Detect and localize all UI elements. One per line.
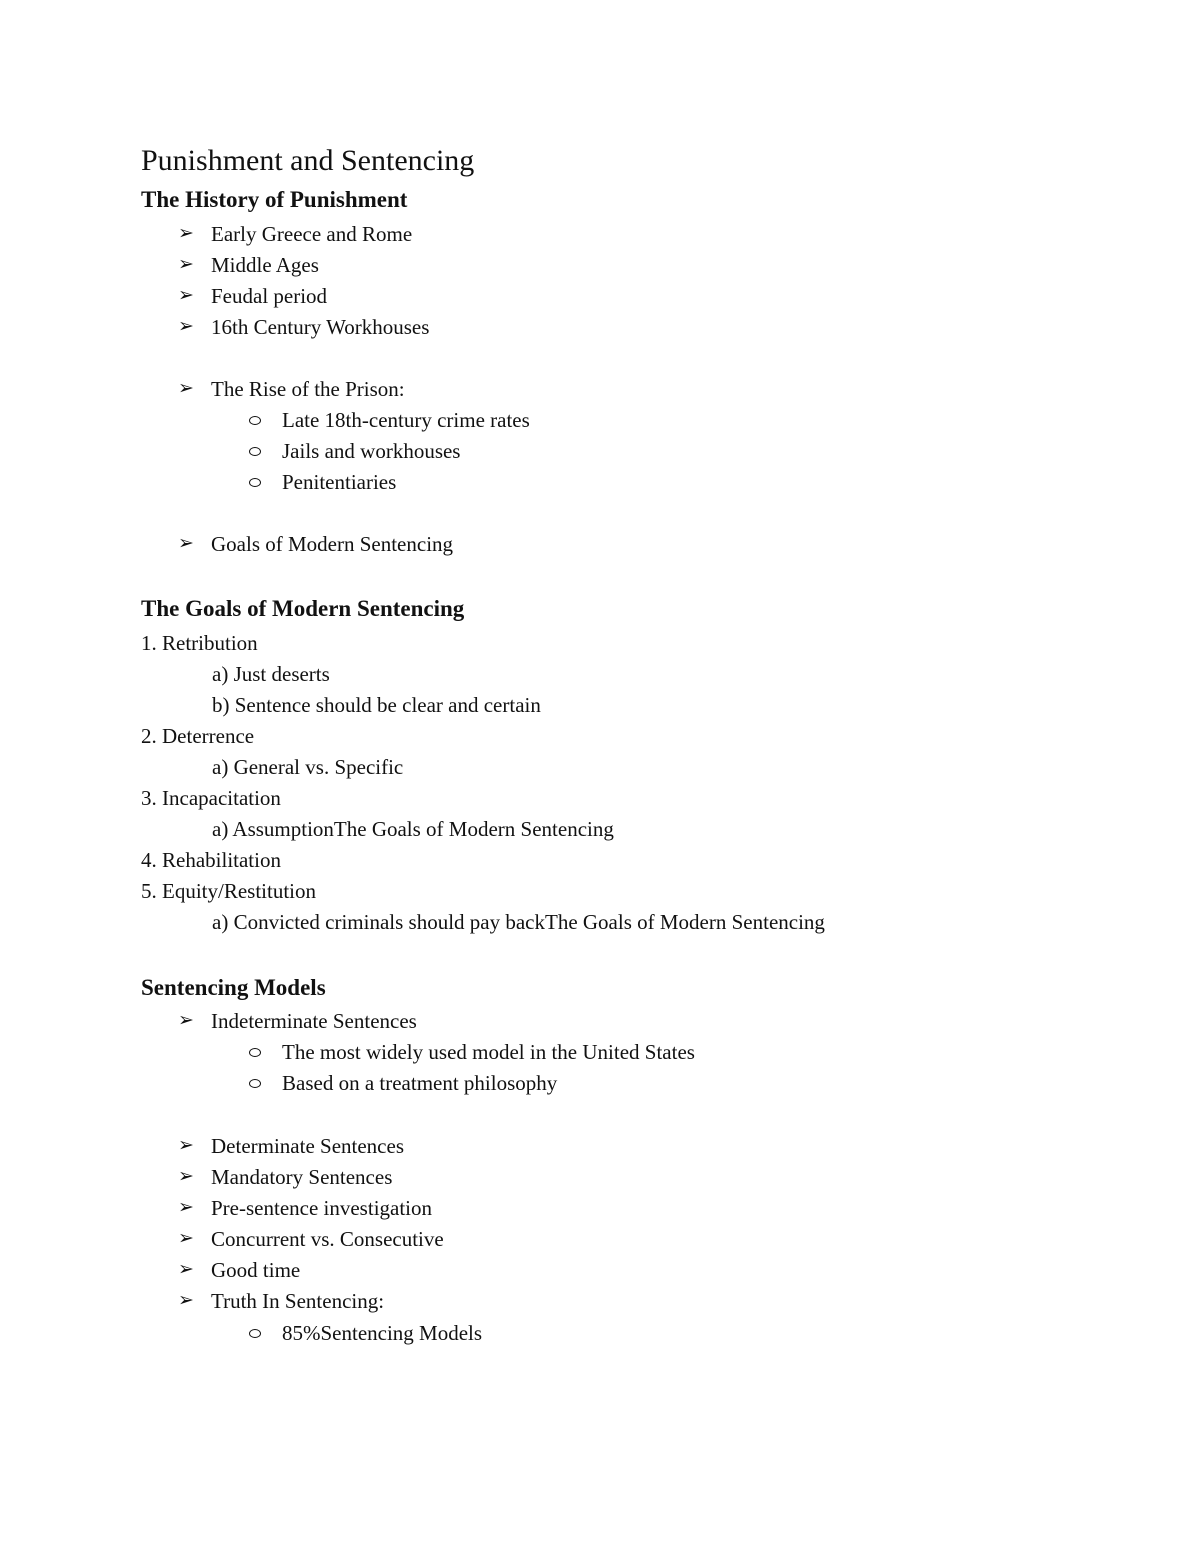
section-heading-models: Sentencing Models	[141, 975, 326, 1000]
list-item: Indeterminate Sentences	[211, 1009, 417, 1033]
arrow-bullet-icon: ➢	[178, 533, 194, 554]
sub-list-item: The most widely used model in the United States	[282, 1040, 695, 1064]
section-heading-history: The History of Punishment	[141, 187, 408, 212]
list-item: Pre-sentence investigation	[211, 1196, 433, 1220]
lettered-item: a) Convicted criminals should pay backThe Goals of Modern Sentencing	[212, 910, 825, 934]
list-item: Middle Ages	[211, 253, 319, 277]
arrow-bullet-icon: ➢	[178, 1010, 194, 1031]
document-title: Punishment and Sentencing	[141, 144, 475, 177]
arrow-bullet-icon: ➢	[178, 1228, 194, 1249]
arrow-bullet-icon: ➢	[178, 254, 194, 275]
sub-list-item: 85%Sentencing Models	[282, 1321, 483, 1345]
sub-list-item: Based on a treatment philosophy	[282, 1071, 558, 1095]
list-item: Early Greece and Rome	[211, 222, 413, 246]
numbered-item: 3. Incapacitation	[141, 786, 281, 810]
circle-bullet-icon	[249, 416, 261, 425]
arrow-bullet-icon: ➢	[178, 1135, 194, 1156]
lettered-item: a) Just deserts	[212, 662, 330, 686]
list-item: Concurrent vs. Consecutive	[211, 1227, 444, 1251]
circle-bullet-icon	[249, 1329, 261, 1338]
circle-bullet-icon	[249, 478, 261, 487]
list-item: Mandatory Sentences	[211, 1165, 393, 1189]
arrow-bullet-icon: ➢	[178, 1166, 194, 1187]
circle-bullet-icon	[249, 1048, 261, 1057]
list-item: Good time	[211, 1258, 301, 1282]
numbered-item: 1. Retribution	[141, 631, 258, 655]
list-item: The Rise of the Prison:	[211, 377, 405, 401]
lettered-item: a) General vs. Specific	[212, 755, 404, 779]
arrow-bullet-icon: ➢	[178, 223, 194, 244]
circle-bullet-icon	[249, 1079, 261, 1088]
arrow-bullet-icon: ➢	[178, 316, 194, 337]
lettered-item: b) Sentence should be clear and certain	[212, 693, 541, 717]
numbered-item: 5. Equity/Restitution	[141, 879, 317, 903]
arrow-bullet-icon: ➢	[178, 1259, 194, 1280]
list-item: Truth In Sentencing:	[211, 1289, 385, 1313]
arrow-bullet-icon: ➢	[178, 378, 194, 399]
numbered-item: 2. Deterrence	[141, 724, 255, 748]
numbered-item: 4. Rehabilitation	[141, 848, 281, 872]
sub-list-item: Penitentiaries	[282, 470, 397, 494]
list-item: Goals of Modern Sentencing	[211, 532, 454, 556]
sub-list-item: Jails and workhouses	[282, 439, 461, 463]
section-heading-goals: The Goals of Modern Sentencing	[141, 596, 465, 621]
lettered-item: a) AssumptionThe Goals of Modern Sentencing	[212, 817, 614, 841]
circle-bullet-icon	[249, 447, 261, 456]
list-item: Determinate Sentences	[211, 1134, 404, 1158]
arrow-bullet-icon: ➢	[178, 1197, 194, 1218]
sub-list-item: Late 18th-century crime rates	[282, 408, 530, 432]
list-item: 16th Century Workhouses	[211, 315, 430, 339]
list-item: Feudal period	[211, 284, 328, 308]
arrow-bullet-icon: ➢	[178, 285, 194, 306]
arrow-bullet-icon: ➢	[178, 1290, 194, 1311]
